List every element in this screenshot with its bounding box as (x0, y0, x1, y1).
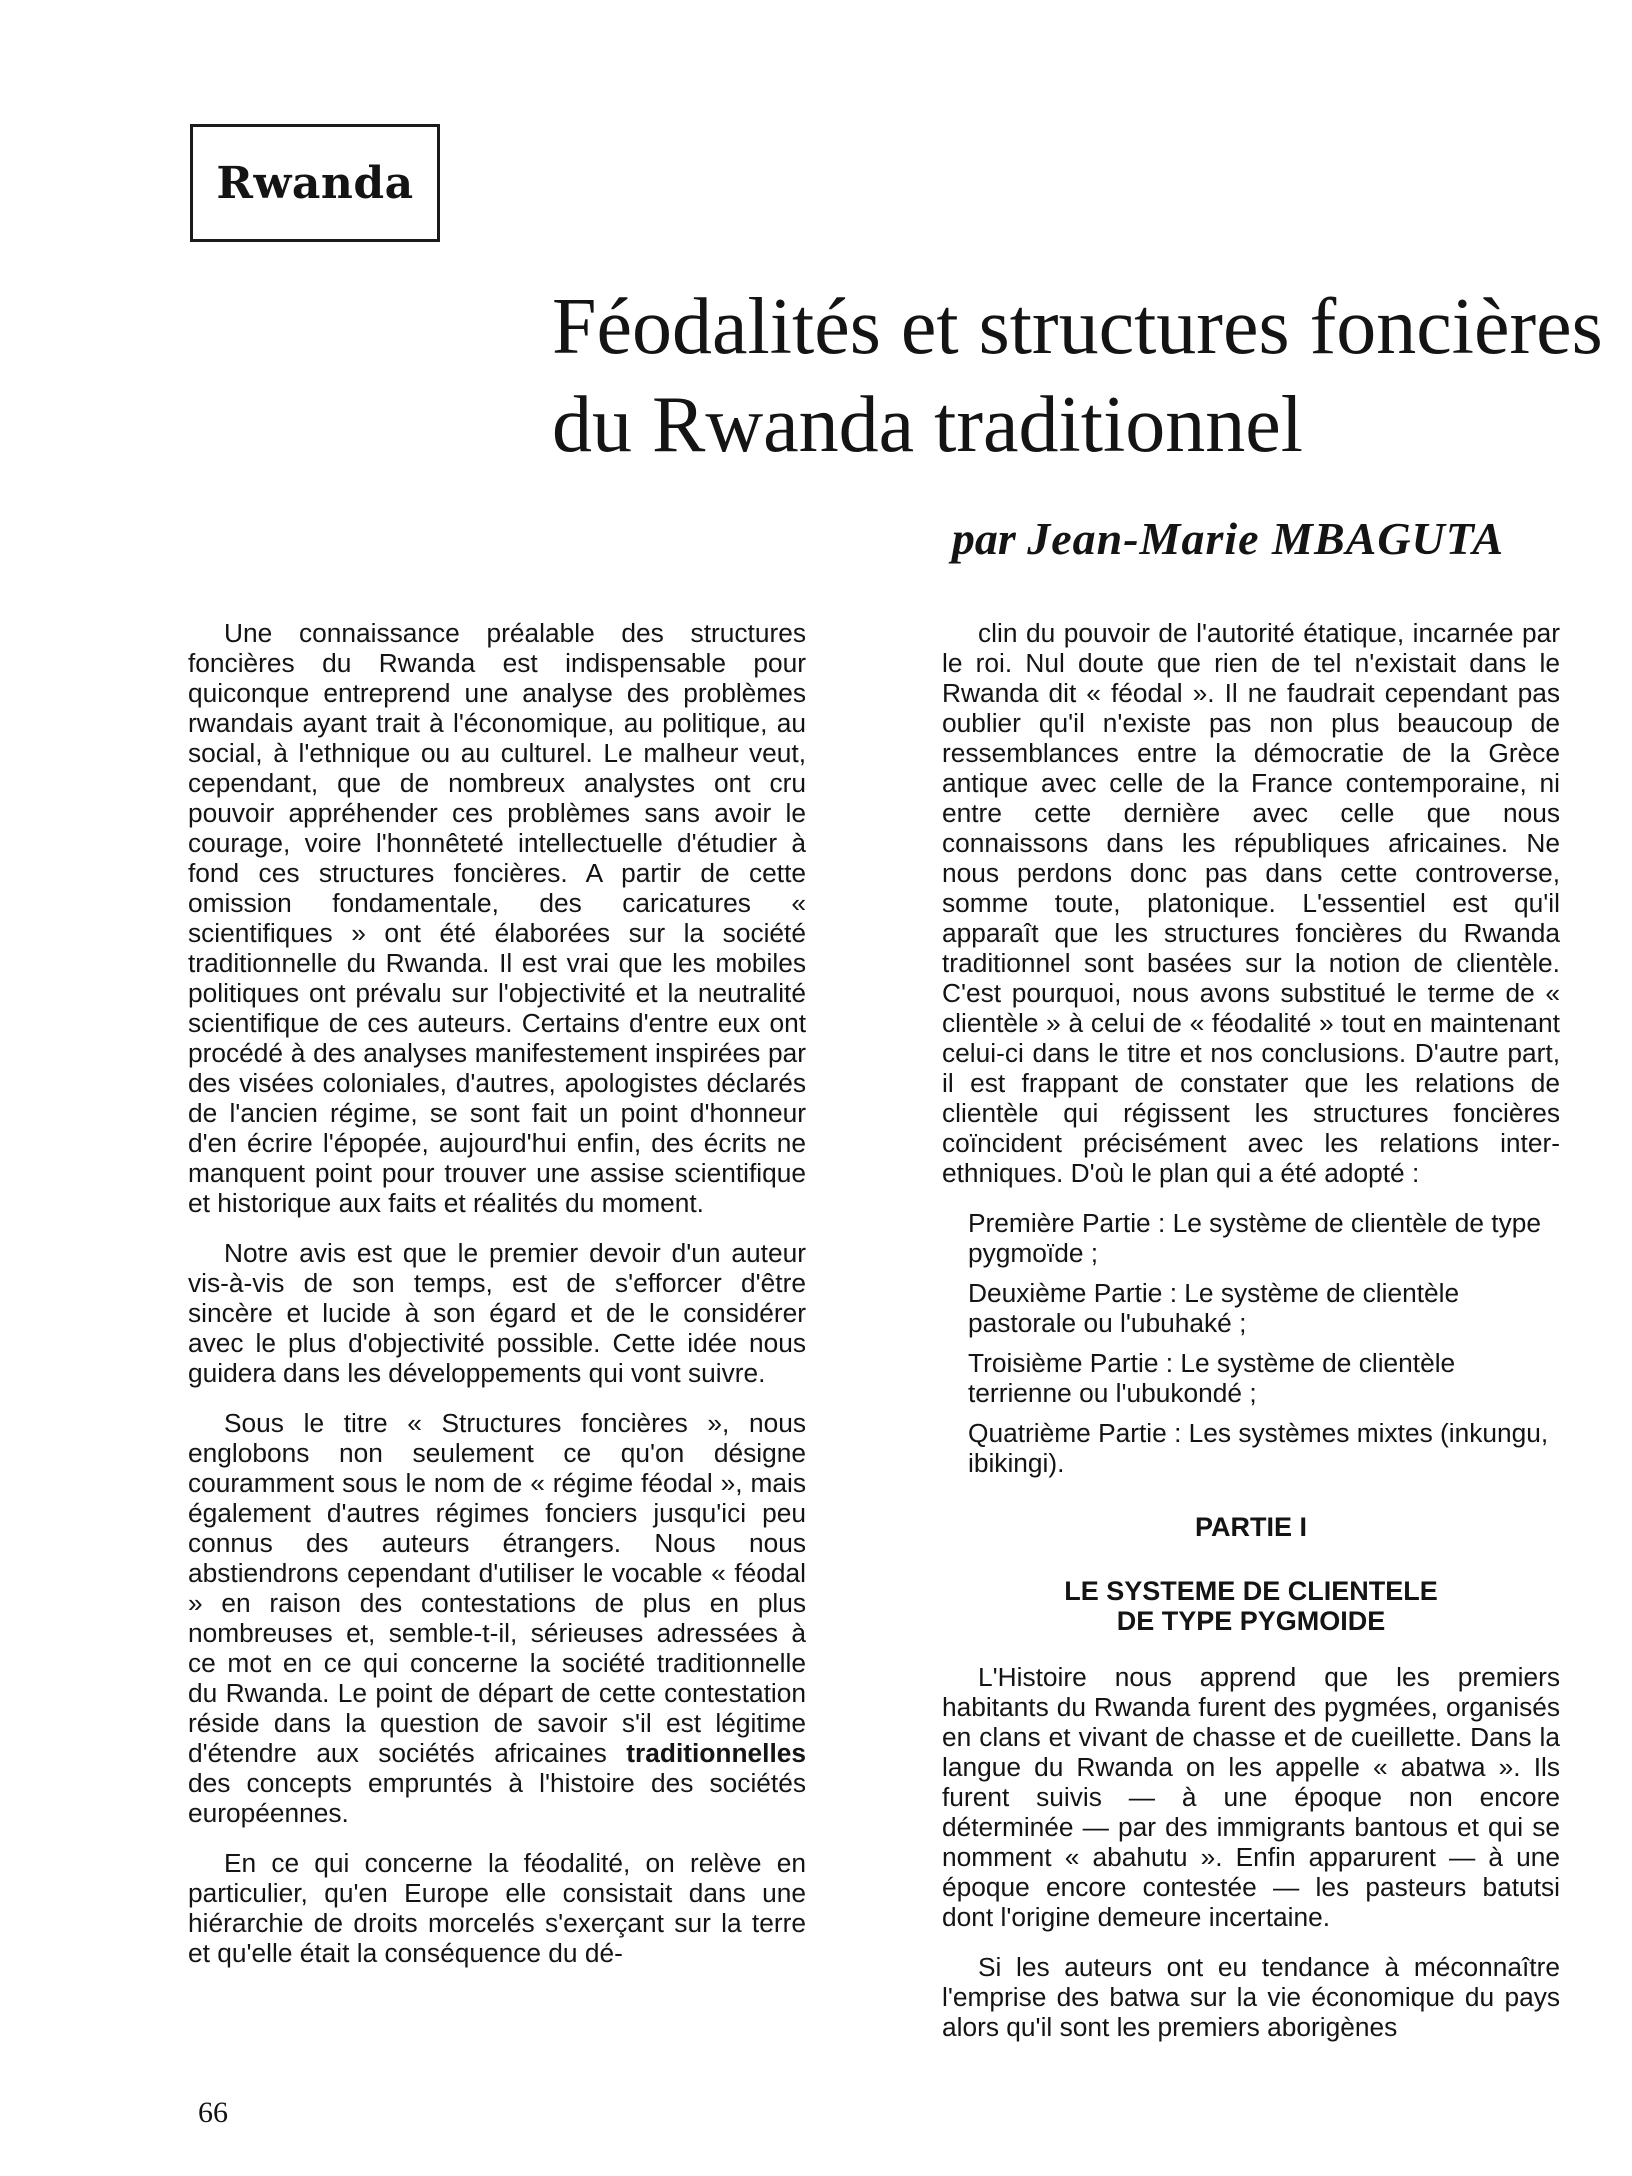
part-title-line-1: LE SYSTEME DE CLIENTELE (1064, 1576, 1438, 1606)
byline-prefix: par (951, 513, 1016, 564)
article-title-line-1: Féodalités et structures foncières (552, 283, 1603, 371)
section-label-box (190, 124, 440, 242)
page-number: 66 (198, 2096, 228, 2129)
paragraph: Si les auteurs ont eu tendance à méconnaître l'emprise des batwa sur la vie économique du pays alors qu'il sont les premiers aborigènes (942, 1952, 1560, 2042)
paragraph: clin du pouvoir de l'autorité étatique, incarnée par le roi. Nul doute que rien de tel n'existait dans le Rwanda dit « féodal ». Il ne faudrait cependant pas oublier qu'il n'existe pas non plus beaucoup de ressemblances entre la démocratie de la Grèce antique avec celle de la France contemporaine, ni entre cette dernière avec celle que nous connaissons dans les républiques africaines. Ne nous perdons donc pas dans cette controverse, somme toute, platonique. L'essentiel est qu'il apparaît que les structures foncières du Rwanda traditionnel sont basées sur la notion de clientèle. C'est pourquoi, nous avons substitué le terme de « clientèle » à celui de « féodalité » tout en maintenant celui-ci dans le titre et nos conclusions. D'autre part, il est frappant de constater que les relations de clientèle qui régissent les structures foncières coïncident précisément avec les relations inter-ethniques. D'où le plan qui a été adopté : (942, 618, 1560, 1188)
part-number-heading: PARTIE I (1194, 1512, 1307, 1542)
emphasized-word: traditionnelles (626, 1738, 807, 1768)
plan-item: Quatrième Partie : Les systèmes mixtes (inkungu, ibikingi). (968, 1418, 1549, 1478)
plan-item: Deuxième Partie : Le système de clientèle pastorale ou l'ubuhaké ; (968, 1278, 1460, 1338)
right-column (942, 618, 1560, 2062)
paragraph: L'Histoire nous apprend que les premiers habitants du Rwanda furent des pygmées, organisés en clans et vivant de chasse et de cueillette. Dans la langue du Rwanda on les appelle « abatwa ». Ils furent suivis — à une époque non encore déterminée — par des immigrants bantous et qui se nomment « abahutu ». Enfin apparurent — à une époque encore contestée — les pasteurs batutsi dont l'origine demeure incertaine. (942, 1662, 1560, 1932)
paragraph: Une connaissance préalable des structures foncières du Rwanda est indispensable pour quiconque entreprend une analyse des problèmes rwandais ayant trait à l'économique, au politique, au social, à l'ethnique ou au culturel. Le malheur veut, cependant, que de nombreux analystes ont cru pouvoir appréhender ces problèmes sans avoir le courage, voire l'honnêteté intellectuelle d'étudier à fond ces structures foncières. A partir de cette omission fondamentale, des caricatures « scientifiques » ont été élaborées sur la société traditionnelle du Rwanda. Il est vrai que les mobiles politiques ont prévalu sur l'objectivité et la neutralité scientifique de ces auteurs. Certains d'entre eux ont procédé à des analyses manifestement inspirées par des visées coloniales, d'autres, apologistes déclarés de l'ancien régime, se sont fait un point d'honneur d'en écrire l'épopée, aujourd'hui enfin, des écrits ne manquent point pour trouver une assise scientifique et historique aux faits et réalités du moment. (188, 618, 806, 1218)
paragraph: Notre avis est que le premier devoir d'un auteur vis-à-vis de son temps, est de s'efforcer d'être sincère et lucide à son égard et de le considérer avec le plus d'objectivité possible. Cette idée nous guidera dans les développements qui vont suivre. (188, 1238, 806, 1388)
part-title-heading (942, 1576, 1560, 1636)
left-column (188, 618, 806, 1988)
paragraph-text: Sous le titre « Structures foncières », nous englobons non seulement ce qu'on désigne couramment sous le nom de « régime féodal », mais également d'autres régimes fonciers jusqu'ici peu connus des auteurs étrangers. Nous nous abstiendrons cependant d'utiliser le vocable « féodal » en raison des contestations de plus en plus nombreuses et, semble-t-il, sérieuses adressées à ce mot en ce qui concerne la société traditionnelle du Rwanda. Le point de départ de cette contestation réside dans la question de savoir s'il est légitime d'étendre aux sociétés africaines (188, 1408, 806, 1768)
part-title-line-2: DE TYPE PYGMOIDE (1116, 1606, 1386, 1636)
plan-item: Troisième Partie : Le système de clientèle terrienne ou l'ubukondé ; (968, 1348, 1456, 1408)
plan-item: Première Partie : Le système de clientèle de type pygmoïde ; (968, 1208, 1541, 1268)
paragraph (188, 1408, 806, 1828)
section-label: Rwanda (216, 157, 414, 209)
byline-author: Jean-Marie MBAGUTA (1027, 513, 1504, 564)
article-title-line-2: du Rwanda traditionnel (552, 381, 1303, 469)
paragraph-text: des concepts empruntés à l'histoire des sociétés européennes. (188, 1768, 806, 1828)
paragraph: En ce qui concerne la féodalité, on relève en particulier, qu'en Europe elle consistait dans une hiérarchie de droits morcelés s'exerçant sur la terre et qu'elle était la conséquence du dé- (188, 1848, 806, 1968)
byline (952, 512, 1504, 565)
article-title (552, 278, 1612, 474)
